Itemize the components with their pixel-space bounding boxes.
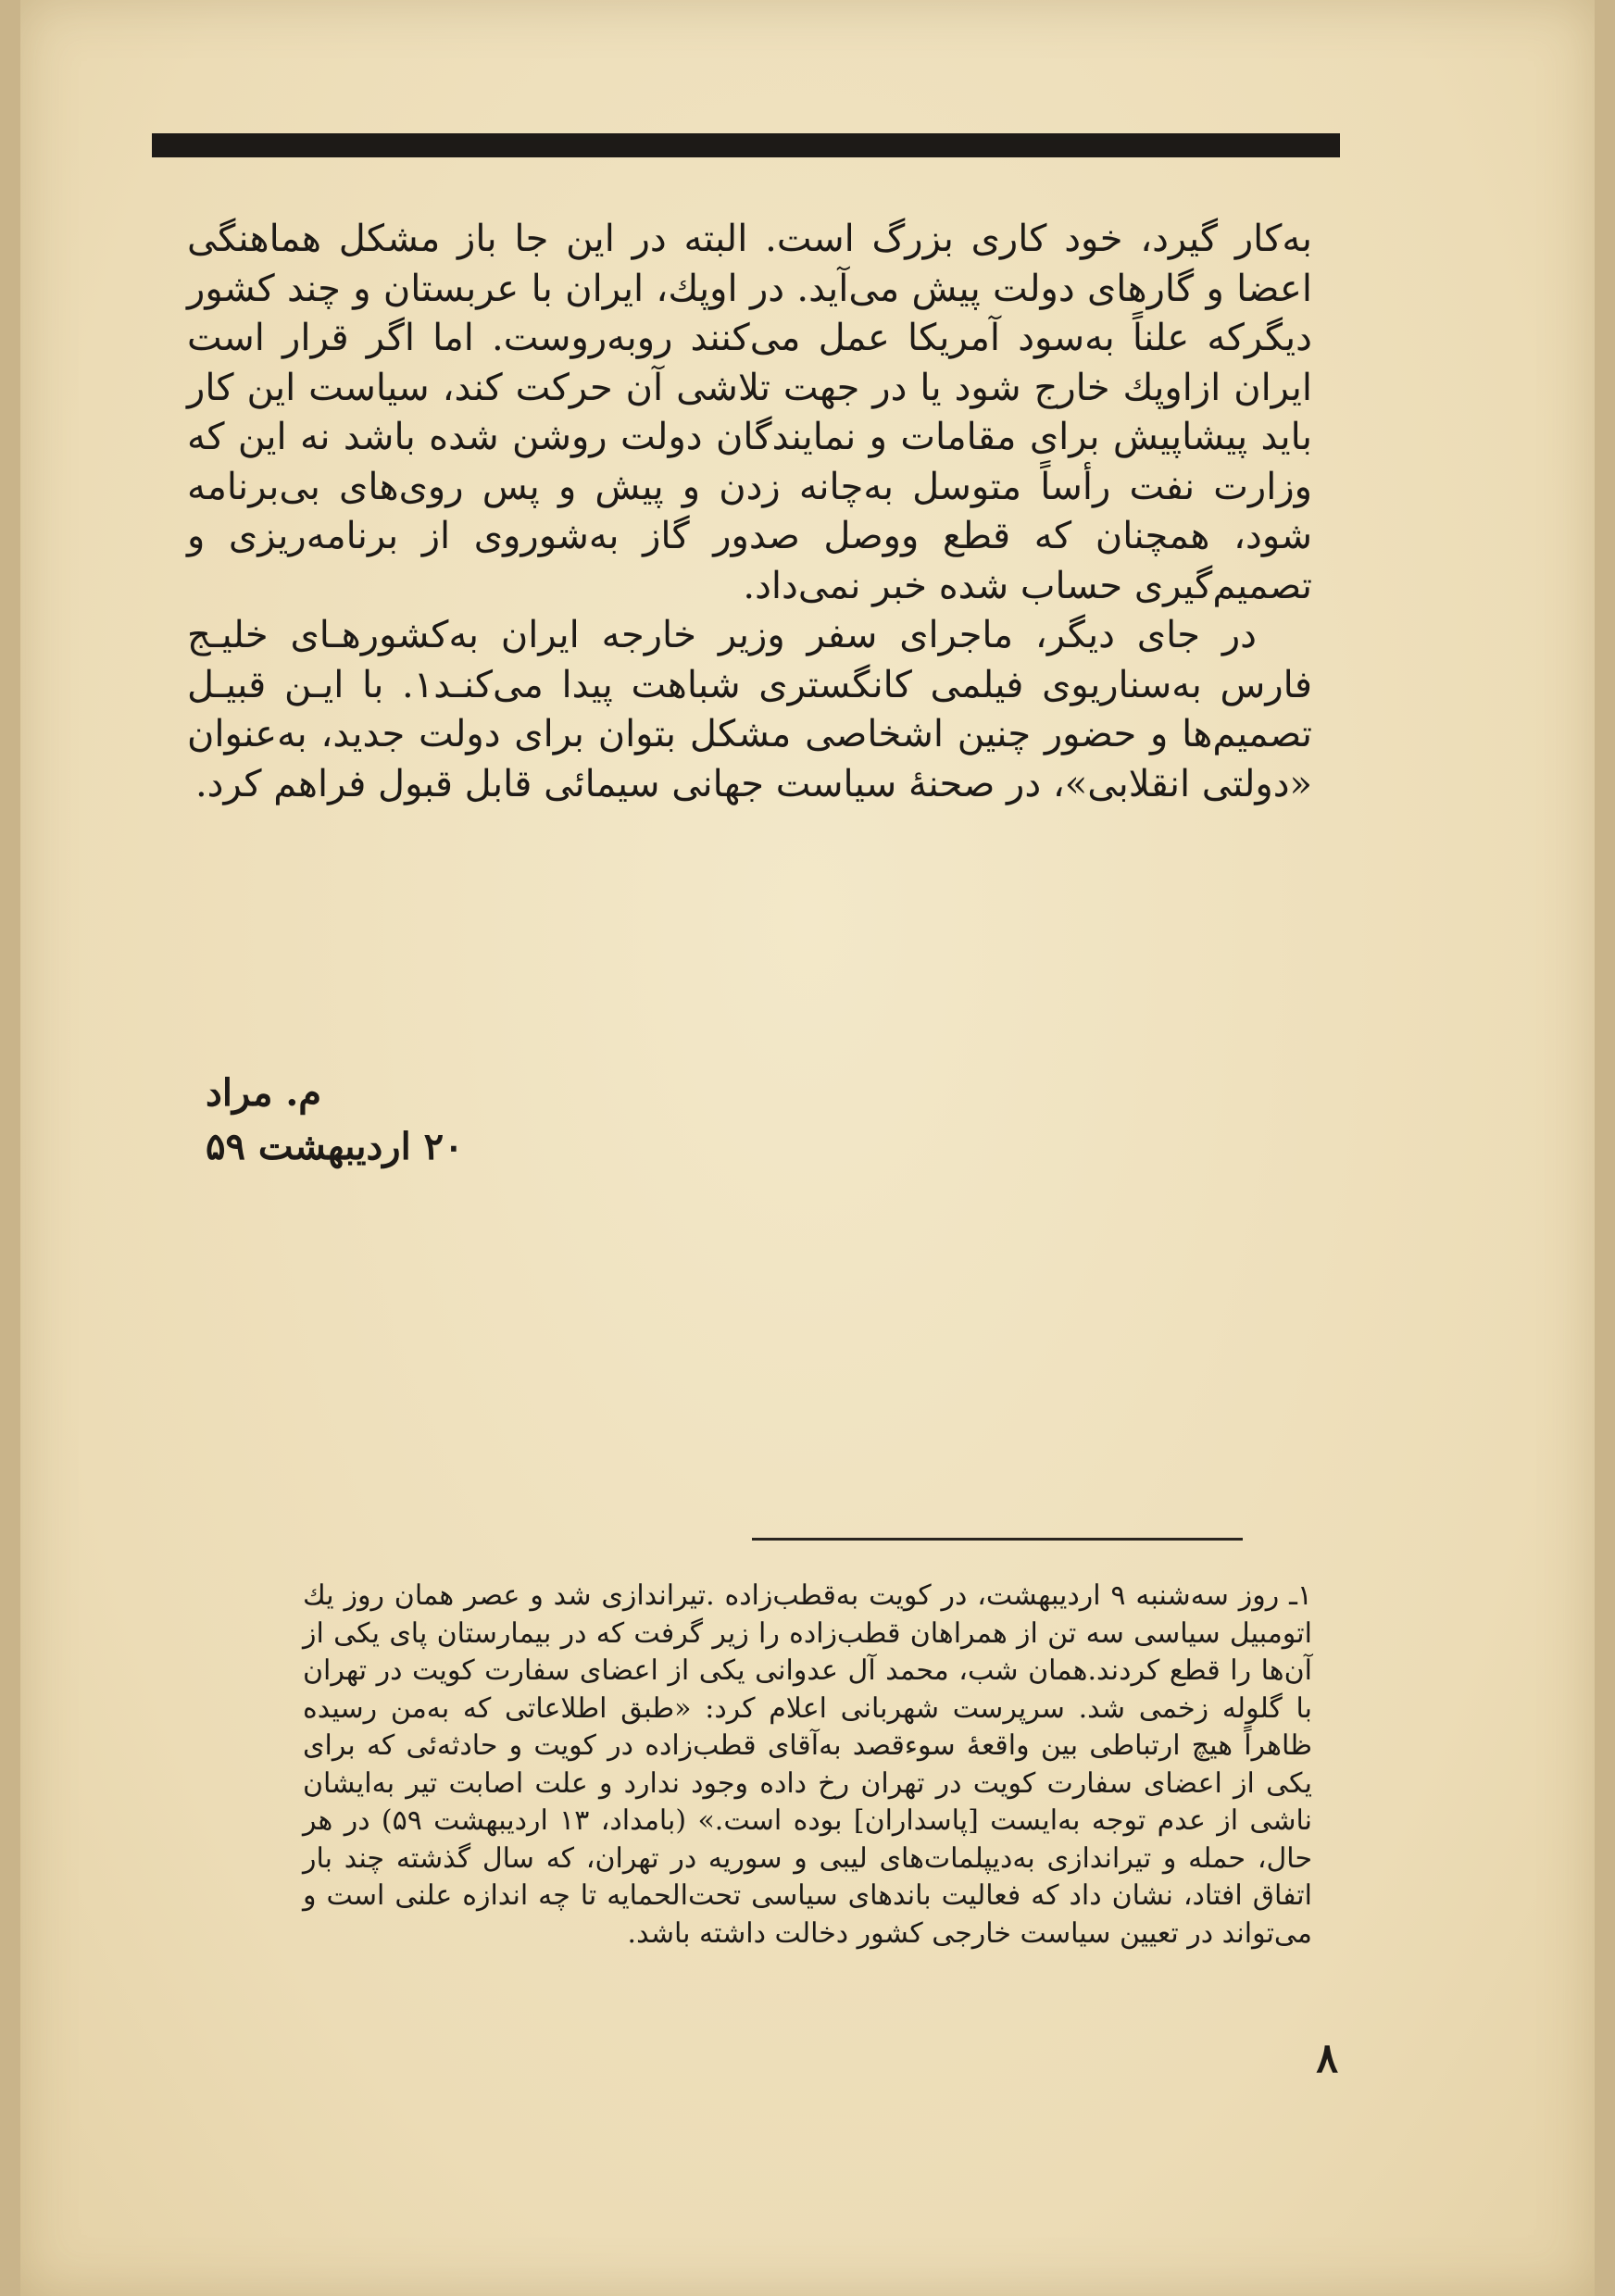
header-rule <box>152 133 1340 157</box>
signature-date: ۲۰ اردیبهشت ۵۹ <box>206 1125 464 1168</box>
footnote <box>303 1578 1312 1953</box>
page-number: ۸ <box>1316 2035 1338 2082</box>
main-text <box>187 215 1312 809</box>
signature-block <box>206 1067 761 1174</box>
footnote-separator <box>752 1538 1243 1541</box>
paragraph-2: در جای دیگر، ماجرای سفر وزیر خارجه ایران به‌کشورهـای خلیـج فارس به‌سناریوی فیلمی کانگستری شباهت پیدا می‌کنـد۱. با ایـن قبیـل تصمیم‌ها و حضور چنین اشخاصی مشکل بتوان برای دولت جدید، به‌عنوان «دولتی انقلابی»، در صحنهٔ سیاست جهانی سیمائی قابل قبول فراهم کرد. <box>187 614 1312 805</box>
footnote-text: ۱ـ روز سه‌شنبه ۹ اردیبهشت، در کویت به‌قطب‌زاده .تیراندازی شد و عصر همان روز یك اتومبیل سیاسی سه تن از همراهان قطب‌زاده را زیر گرفت که در بیمارستان پای یکی از آن‌ها را قطع کردند.همان شب، محمد آل عدوانی یکی از اعضای سفارت کویت در تهران با گلوله زخمی شد. سرپرست شهربانی اعلام کرد: «طبق اطلاعاتی که به‌من رسیده ظاهراً هیچ ارتباطی بین واقعهٔ سوءقصد به‌آقای قطب‌زاده در کویت و حادثه‌ئی که برای یکی از اعضای سفارت کویت در تهران رخ داده وجود ندارد و علت اصابت تیر به‌ایشان ناشی از عدم توجه به‌ایست [پاسداران] بوده است.» (بامداد، ۱۳ اردیبهشت ۵۹) در هر حال، حمله و تیراندازی به‌دیپلمات‌های لیبی و سوریه در تهران، که سال گذشته چند بار اتفاق افتاد، نشان داد که فعالیت باندهای سیاسی تحت‌الحمایه تا چه اندازه علنی است و می‌تواند در تعیین سیاست خارجی کشور دخالت داشته باشد. <box>303 1579 1313 1950</box>
document-page <box>20 0 1595 2296</box>
paragraph-1: به‌کار گیرد، خود کاری بزرگ است. البته در این جا باز مشکل هماهنگی اعضا و گارهای دولت پیش می‌آید. در اوپك، ایران با عربستان و چند کشور دیگرکه علناً به‌سود آمریکا عمل می‌کنند روبه‌روست. اما اگر قرار است ایران ازاوپك خارج شود یا در جهت تلاشی آن حرکت کند، سیاست این کار باید پیشاپیش برای مقامات و نمایندگان دولت روشن شده باشد نه این که وزارت نفت رأساً متوسل به‌چانه زدن و پیش و پس روی‌های بی‌برنامه شود، همچنان که قطع ووصل صدور گاز به‌شوروی از برنامه‌ریزی و تصمیم‌گیری حساب شده خبر نمی‌داد. <box>187 218 1312 607</box>
author-name: م. مراد <box>206 1071 322 1115</box>
